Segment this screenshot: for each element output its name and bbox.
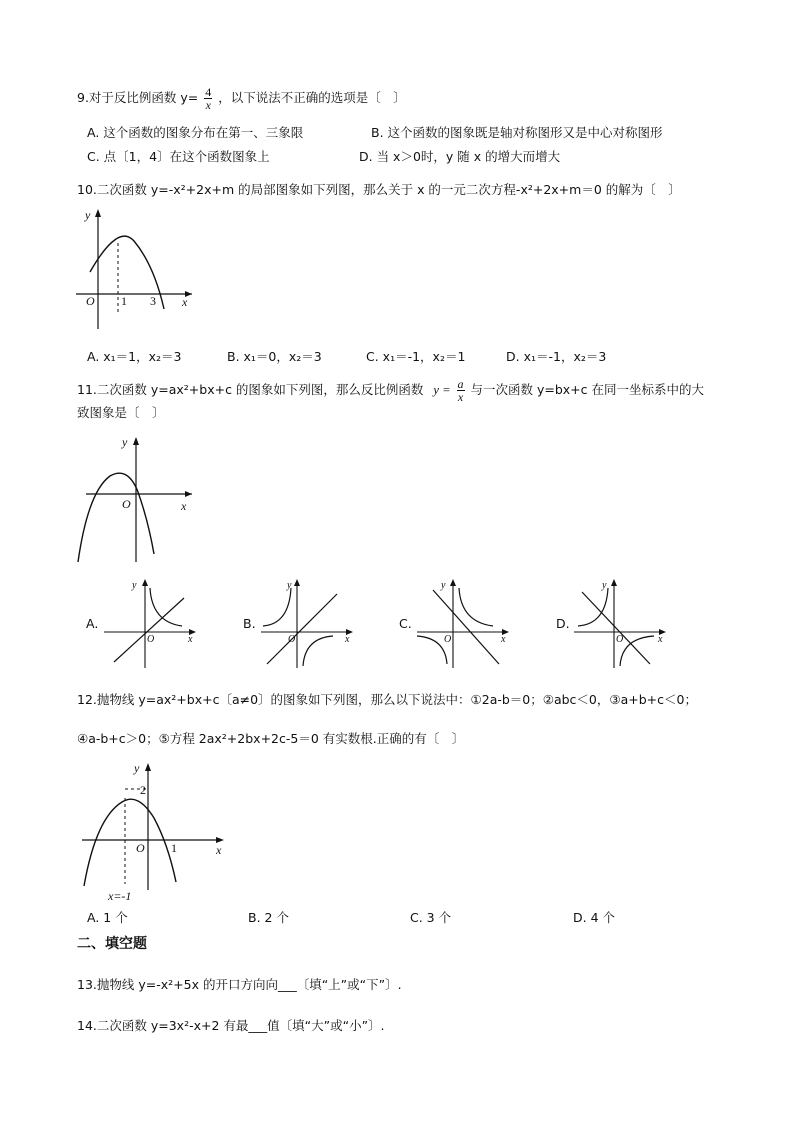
q9-option-b: B. 这个函数的图象既是轴对称图形又是中心对称图形 (371, 125, 663, 140)
q11-stem-part2: 与一次函数 y=bx+c 在同一坐标系中的大 (470, 382, 704, 397)
q10-tick-3: 3 (150, 294, 156, 308)
q11-stem-line2: 致图象是〔 〕 (77, 405, 165, 420)
q11-choice-c-graph[interactable] (413, 576, 513, 671)
q11-x-arrow (185, 491, 192, 497)
section-2-title: 二、填空题 (77, 936, 147, 952)
q9-frac-den: x (205, 98, 211, 112)
q10-option-c: C. x₁＝-1，x₂＝1 (366, 349, 466, 364)
q11-y-label: y (122, 435, 128, 449)
q9-stem (77, 86, 406, 111)
q9-option-d: D. 当 x＞0时，y 随 x 的增大而增大 (359, 149, 561, 164)
q13-text: 13.抛物线 y=-x²+5x 的开口方向向___〔填“上”或“下”〕. (77, 977, 402, 992)
q11-y-arrow (133, 437, 139, 445)
q11-choice-d-y: y (602, 580, 607, 591)
q9-frac-num: 4 (205, 85, 212, 99)
q14-text: 14.二次函数 y=3x²-x+2 有最___值〔填“大”或“小”〕. (77, 1018, 385, 1033)
q12-tick-2: 2 (140, 783, 146, 797)
q11-parabola (78, 473, 154, 562)
q11-choice-d-label[interactable]: D. (556, 616, 570, 631)
q11-choice-b-x: x (345, 634, 350, 645)
q10-option-d: D. x₁＝-1，x₂＝3 (506, 349, 607, 364)
q10-x-label: x (182, 295, 188, 309)
q11-x-label: x (181, 499, 187, 513)
q11-choice-d-graph[interactable] (570, 576, 670, 671)
q12-origin-label: O (136, 841, 145, 855)
q12-x-label: x (216, 843, 222, 857)
q9-suffix: ，以下说法不正确的选项是〔 〕 (218, 90, 406, 105)
q11-choice-b-y: y (287, 580, 292, 591)
q11-stem (77, 378, 704, 403)
q11-choice-c-o: O (444, 634, 452, 645)
q11-choice-a-o: O (147, 634, 155, 645)
q11-frac-num: a (457, 377, 464, 391)
q11-origin-label: O (122, 497, 131, 511)
q12-graph (78, 758, 238, 908)
q10-option-b: B. x₁＝0，x₂＝3 (227, 349, 322, 364)
q10-y-arrow (95, 209, 101, 217)
q12-y-label: y (134, 761, 140, 775)
q11-choice-a-y: y (132, 580, 137, 591)
q9-fraction (204, 86, 212, 111)
q11-fraction (457, 378, 465, 403)
q12-stem-line2: ④a-b+c＞0；⑤方程 2ax²+2bx+2c-5＝0 有实数根.正确的有〔 〕 (77, 731, 465, 746)
q9-option-a: A. 这个函数的图象分布在第一、三象限 (87, 125, 304, 140)
q12-tick-1: 1 (171, 841, 177, 855)
q12-option-b: B. 2 个 (248, 910, 289, 925)
q11-stem-part1: 11.二次函数 y=ax²+bx+c 的图象如下列图，那么反比例函数 (77, 382, 424, 397)
q12-option-d: D. 4 个 (573, 910, 615, 925)
q12-stem-line1: 12.抛物线 y=ax²+bx+c〔a≠0〕的图象如下列图，那么以下说法中：①2a-b＝0；②abc＜0，③a+b+c＜0； (77, 692, 697, 707)
q11-graph (70, 432, 200, 567)
q10-y-label: y (85, 208, 91, 222)
q11-choice-a-x: x (188, 634, 193, 645)
q11-choice-d-x: x (658, 634, 663, 645)
q12-y-arrow (145, 763, 151, 771)
q9-option-c: C. 点〔1，4〕在这个函数图象上 (87, 149, 270, 164)
q10-stem: 10.二次函数 y=-x²+2x+m 的局部图象如下列图，那么关于 x 的一元二次方程-x²+2x+m＝0 的解为〔 〕 (77, 182, 681, 197)
q11-choice-a-label[interactable]: A. (86, 616, 99, 631)
q12-option-c: C. 3 个 (410, 910, 452, 925)
q11-math-y: y = (433, 383, 451, 397)
q11-choice-d-o: O (616, 634, 624, 645)
q11-choice-b-graph[interactable] (257, 576, 357, 671)
q11-choice-c-y: y (441, 580, 446, 591)
q12-axis-label: x=-1 (108, 889, 132, 903)
q11-choice-c-label[interactable]: C. (399, 616, 412, 631)
q11-choice-c-x: x (501, 634, 506, 645)
q10-graph (70, 205, 200, 335)
q11-choice-a-graph[interactable] (100, 576, 200, 671)
q10-option-a: A. x₁＝1，x₂＝3 (87, 349, 182, 364)
q9-prefix: 9.对于反比例函数 y= (77, 90, 199, 105)
q11-frac-den: x (457, 390, 464, 404)
q10-tick-1: 1 (121, 294, 127, 308)
q11-choice-b-o: O (288, 634, 296, 645)
q12-option-a: A. 1 个 (87, 910, 128, 925)
q12-parabola (84, 799, 176, 886)
q10-origin-label: O (86, 294, 95, 308)
q11-choice-b-label[interactable]: B. (243, 616, 256, 631)
